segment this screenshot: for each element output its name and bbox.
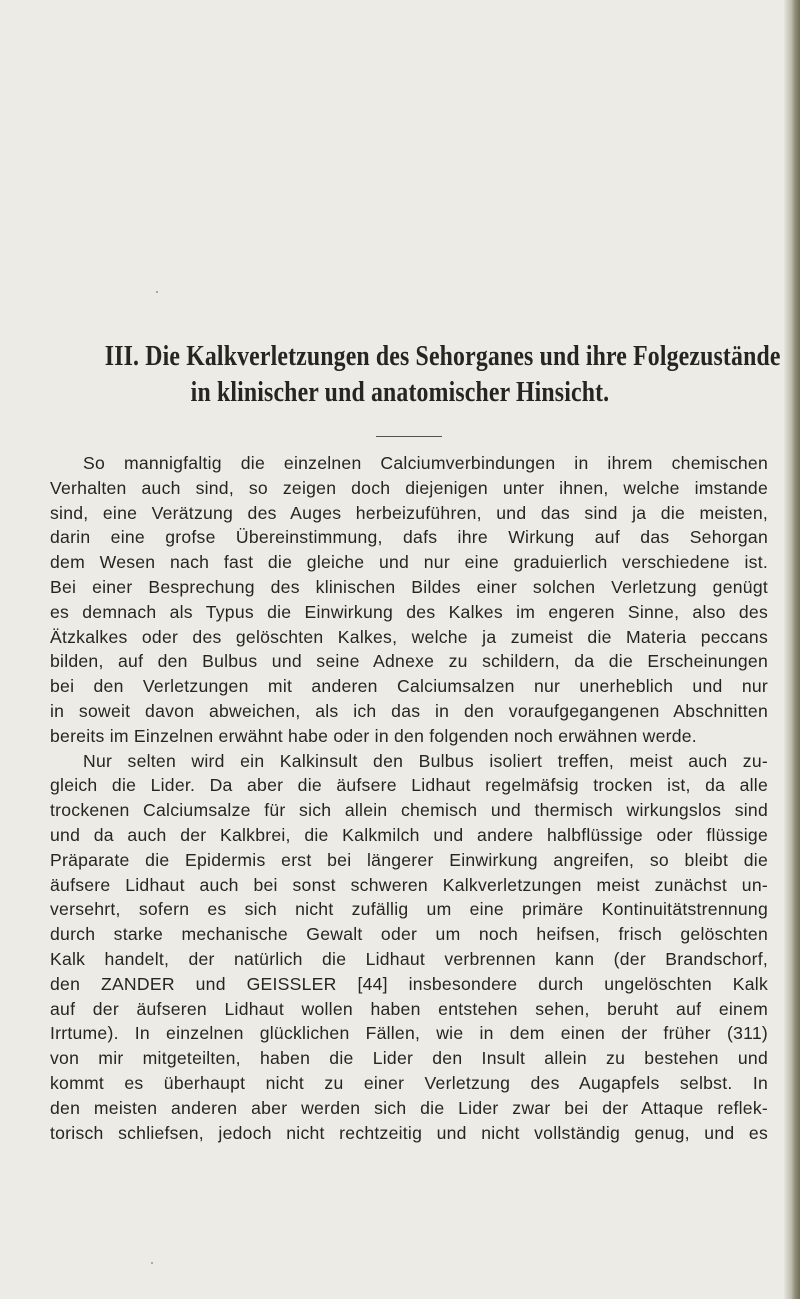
- text-line: So mannigfaltig die einzelnen Calciumverbindungen in ihrem chemischen: [83, 453, 768, 473]
- page-edge-shadow: [784, 0, 800, 1299]
- text-line: durch starke mechanische Gewalt oder um noch heifsen, frisch gelöschten: [50, 924, 768, 945]
- text-line: trockenen Calciumsalze für sich allein chemisch und thermisch wirkungslos sind: [50, 800, 768, 821]
- text-line: Irrtume). In einzelnen glücklichen Fällen, wie in dem einen der früher (311): [50, 1023, 768, 1044]
- text-line: dem Wesen nach fast die gleiche und nur eine graduierlich verschiedene ist.: [50, 552, 768, 573]
- text-line: Verhalten auch sind, so zeigen doch diejenigen unter ihnen, welche imstande: [50, 477, 768, 498]
- text-line: und da auch der Kalkbrei, die Kalkmilch und andere halbflüssige oder flüssige: [50, 824, 768, 845]
- text-line: darin eine grofse Übereinstimmung, dafs ihre Wirkung auf das Sehorgan: [50, 527, 768, 548]
- text-line: sind, eine Verätzung des Auges herbeizuführen, und das sind ja die meisten,: [50, 502, 768, 523]
- text-line: torisch schliefsen, jedoch nicht rechtzeitig und nicht vollständig genug, und es: [50, 1122, 768, 1143]
- text-line: bilden, auf den Bulbus und seine Adnexe zu schildern, da die Erscheinungen: [50, 651, 768, 672]
- text-line: Präparate die Epidermis erst bei längerer Einwirkung angreifen, so bleibt die: [50, 849, 768, 870]
- text-line: Nur selten wird ein Kalkinsult den Bulbus isoliert treffen, meist auch zu-: [83, 750, 768, 771]
- text-line: es demnach als Typus die Einwirkung des Kalkes im engeren Sinne, also des: [50, 601, 768, 622]
- paper-speck: [156, 291, 158, 293]
- text-line: bei den Verletzungen mit anderen Calciumsalzen nur unerheblich und nur: [50, 676, 768, 697]
- text-line: kommt es überhaupt nicht zu einer Verletzung des Augapfels selbst. In: [50, 1072, 768, 1093]
- text-line: Ätzkalkes oder des gelöschten Kalkes, welche ja zumeist die Materia peccans: [50, 626, 768, 647]
- text-line: in soweit davon abweichen, als ich das in den voraufgegangenen Abschnitten: [50, 700, 768, 721]
- text-line: Bei einer Besprechung des klinischen Bildes einer solchen Verletzung genügt: [50, 576, 768, 597]
- chapter-heading-line-1: III. Die Kalkverletzungen des Sehorganes und ihre Folgezustände: [104, 340, 781, 372]
- text-line: bereits im Einzelnen erwähnt habe oder in den folgenden noch erwähnen werde.: [50, 725, 697, 746]
- text-line: Kalk handelt, der natürlich die Lidhaut verbrennen kann (der Brandschorf,: [50, 948, 768, 969]
- body-text: [50, 451, 768, 1145]
- text-line: auf der äufseren Lidhaut wollen haben entstehen sehen, beruht auf einem: [50, 998, 768, 1019]
- chapter-heading: [104, 338, 781, 410]
- text-line: den meisten anderen aber werden sich die Lider zwar bei der Attaque reflek-: [50, 1097, 768, 1118]
- chapter-heading-line-2: in klinischer und anatomischer Hinsicht.: [190, 376, 610, 408]
- paper-speck: [151, 1262, 153, 1264]
- text-line: versehrt, sofern es sich nicht zufällig um eine primäre Kontinuitätstrennung: [50, 899, 768, 920]
- text-line: gleich die Lider. Da aber die äufsere Lidhaut regelmäfsig trocken ist, da alle: [50, 775, 768, 796]
- section-divider: [376, 436, 442, 437]
- text-line: von mir mitgeteilten, haben die Lider den Insult allein zu bestehen und: [50, 1048, 768, 1069]
- text-line: den ZANDER und GEISSLER [44] insbesondere durch ungelöschten Kalk: [50, 973, 768, 994]
- text-line: äufsere Lidhaut auch bei sonst schweren Kalkverletzungen meist zunächst un-: [50, 874, 768, 895]
